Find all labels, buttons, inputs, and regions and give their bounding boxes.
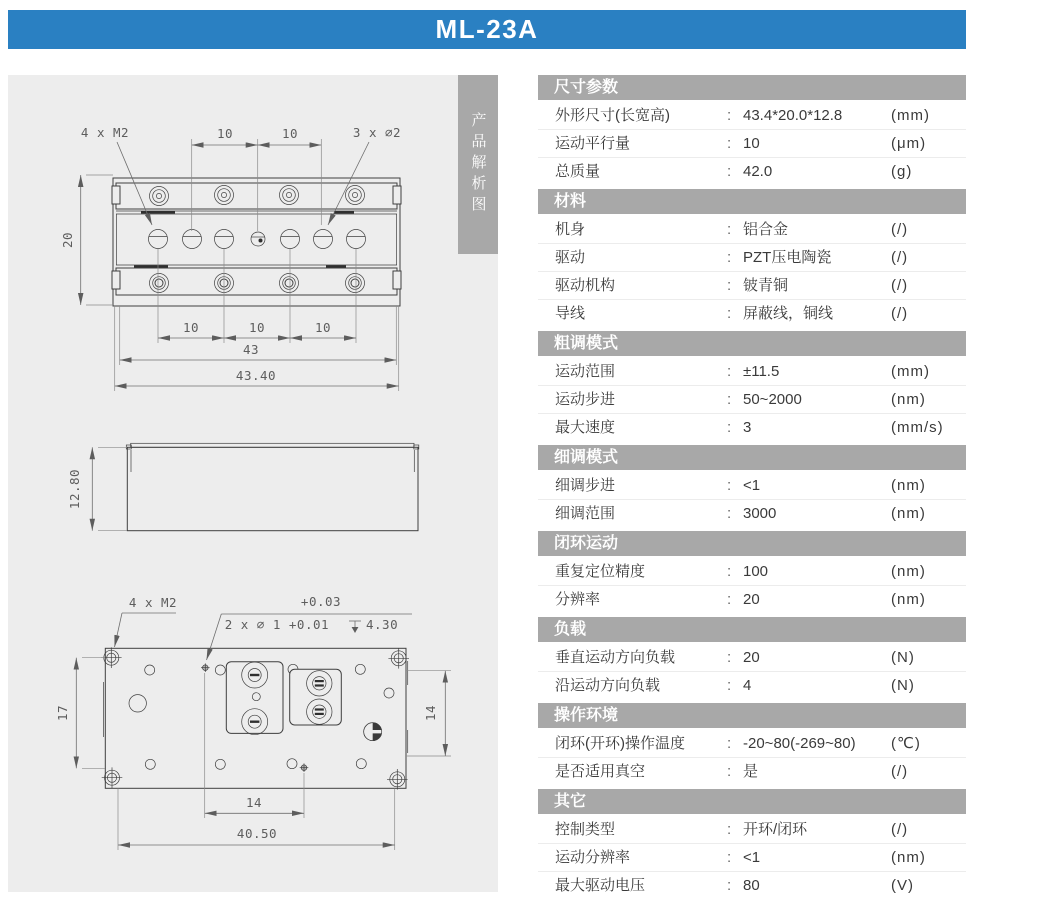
spec-colon: : [727,277,732,294]
bottom-dim-40-50: 40.50 [236,826,278,841]
bottom-view-depth-value: 4.30 [366,617,399,632]
spec-row [538,644,966,672]
spec-colon: : [727,505,732,522]
spec-value: 3 [743,419,752,436]
spec-unit: (/) [891,305,909,322]
bottom-dim-10-a: 10 [182,320,200,335]
spec-value: PZT压电陶瓷 [743,249,832,266]
spec-colon: : [727,763,732,780]
spec-colon: : [727,821,732,838]
spec-section-other [538,789,966,900]
spec-value: ±11.5 [743,363,780,380]
spec-label: 最大驱动电压 [555,877,646,894]
spec-value: 铝合金 [743,221,789,238]
spec-colon: : [727,591,732,608]
bottom-dim-14-bottom: 14 [245,795,263,810]
spec-colon: : [727,363,732,380]
spec-unit: (℃) [891,735,921,752]
spec-section-fine-mode [538,445,966,528]
spec-row [538,500,966,528]
spec-section-material [538,189,966,328]
bottom-dim-17: 17 [55,704,70,722]
spec-row [538,672,966,700]
spec-colon: : [727,477,732,494]
spec-colon: : [727,163,732,180]
spec-colon: : [727,391,732,408]
top-view [60,125,401,391]
spec-value: 50~2000 [743,391,802,408]
spec-colon: : [727,649,732,666]
top-dim-20: 20 [60,231,75,249]
spec-unit: (mm/s) [891,419,944,436]
spec-unit: (/) [891,763,909,780]
spec-value: 10 [743,135,760,152]
spec-label: 总质量 [555,163,601,180]
spec-unit: (g) [891,163,913,180]
section-header: 负载 [538,617,966,642]
spec-colon: : [727,221,732,238]
spec-value: 80 [743,877,760,894]
spec-label: 沿运动方向负载 [555,677,661,694]
spec-unit: (/) [891,821,909,838]
spec-row [538,158,966,186]
spec-row [538,358,966,386]
spec-value: 开环/闭环 [743,821,808,838]
top-dim-10-b: 10 [281,126,299,141]
section-header: 粗调模式 [538,331,966,356]
spec-colon: : [727,249,732,266]
spec-value: <1 [743,849,761,866]
dim-43: 43 [242,342,260,357]
spec-row [538,300,966,328]
spec-unit: (nm) [891,591,926,608]
spec-colon: : [727,107,732,124]
half-pin [364,723,382,741]
spec-row [538,244,966,272]
spec-colon: : [727,677,732,694]
spec-label: 细调范围 [555,505,616,522]
spec-unit: (mm) [891,107,930,124]
section-header: 其它 [538,789,966,814]
spec-value: 20 [743,591,760,608]
spec-section-coarse-mode [538,331,966,442]
spec-label: 运动平行量 [555,135,631,152]
central-block [226,662,283,735]
spec-label: 导线 [555,305,586,322]
drawing-panel [8,75,498,892]
bottom-dim-14-right: 14 [423,704,438,722]
spec-row [538,586,966,614]
top-view-label-phi2: 3 x ∅2 [352,125,402,140]
title-bar [8,10,966,49]
spec-section-environment [538,703,966,786]
spec-label: 运动分辨率 [555,849,631,866]
product-diagram-tab[interactable] [458,75,498,254]
spec-label: 控制类型 [555,821,616,838]
spec-unit: (nm) [891,849,926,866]
page-title: ML-23A [435,14,539,44]
spec-value: <1 [743,477,761,494]
spec-colon: : [727,135,732,152]
spec-label: 外形尺寸(长宽高) [555,107,670,124]
spec-colon: : [727,735,732,752]
spec-value: 铍青铜 [743,277,789,294]
spec-unit: (/) [891,249,909,266]
spec-unit: (μm) [891,135,927,152]
spec-label: 机身 [555,221,586,238]
spec-row [538,472,966,500]
spec-label: 分辨率 [555,591,601,608]
spec-value: 42.0 [743,163,773,180]
section-header: 闭环运动 [538,531,966,556]
spec-unit: (nm) [891,477,926,494]
section-header: 细调模式 [538,445,966,470]
spec-value: 4 [743,677,752,694]
spec-row [538,102,966,130]
bottom-view [55,594,451,850]
spec-colon: : [727,563,732,580]
spec-value: 屏蔽线，铜线 [743,305,834,322]
product-diagram-tab-label: 产品解析图 [469,112,487,217]
spec-unit: (N) [891,677,915,694]
bottom-view-hole-note: 2 x ∅ 1 +0.01 [224,617,330,632]
section-header: 尺寸参数 [538,75,966,100]
slider-block [290,669,342,725]
spec-colon: : [727,419,732,436]
spec-value: 43.4*20.0*12.8 [743,107,843,124]
spec-colon: : [727,849,732,866]
spec-value: -20~80(-269~80) [743,735,856,752]
spec-colon: : [727,877,732,894]
spec-row [538,730,966,758]
spec-unit: (V) [891,877,914,894]
side-view [67,443,419,530]
spec-label: 运动范围 [555,363,616,380]
bottom-view-label-m2: 4 x M2 [128,595,178,610]
spec-label: 重复定位精度 [555,563,646,580]
spec-value: 是 [743,763,759,780]
spec-row [538,386,966,414]
spec-unit: (mm) [891,363,930,380]
spec-table [538,75,966,903]
spec-row [538,872,966,900]
bottom-dim-10-b: 10 [248,320,266,335]
depth-symbol-icon [349,621,361,633]
spec-row [538,558,966,586]
spec-label: 最大速度 [555,419,616,436]
spec-unit: (/) [891,221,909,238]
spec-label: 运动步进 [555,391,616,408]
spec-unit: (nm) [891,563,926,580]
spec-section-dimensions [538,75,966,186]
section-header: 材料 [538,189,966,214]
spec-value: 20 [743,649,760,666]
spec-row [538,758,966,786]
section-header: 操作环境 [538,703,966,728]
spec-row [538,130,966,158]
spec-section-closed-loop [538,531,966,614]
spec-label: 驱动 [555,249,586,266]
spec-value: 100 [743,563,769,580]
spec-value: 3000 [743,505,777,522]
spec-colon: : [727,305,732,322]
side-dim-12-80: 12.80 [67,468,82,510]
spec-row [538,272,966,300]
bottom-view-tolerance-upper: +0.03 [300,594,342,609]
spec-row [538,414,966,442]
spec-unit: (N) [891,649,915,666]
spec-label: 闭环(开环)操作温度 [555,735,685,752]
spec-section-load [538,617,966,700]
spec-label: 细调步进 [555,477,616,494]
bottom-dim-10-c: 10 [314,320,332,335]
spec-label: 垂直运动方向负载 [555,649,676,666]
top-dim-10-a: 10 [216,126,234,141]
top-view-label-m2: 4 x M2 [80,125,130,140]
spec-unit: (nm) [891,391,926,408]
spec-label: 是否适用真空 [555,763,646,780]
spec-row [538,216,966,244]
middle-screw-holes [149,230,366,249]
spec-row [538,844,966,872]
dim-43-40: 43.40 [235,368,277,383]
spec-label: 驱动机构 [555,277,616,294]
technical-drawing [8,75,498,892]
spec-unit: (/) [891,277,909,294]
spec-unit: (nm) [891,505,926,522]
spec-row [538,816,966,844]
